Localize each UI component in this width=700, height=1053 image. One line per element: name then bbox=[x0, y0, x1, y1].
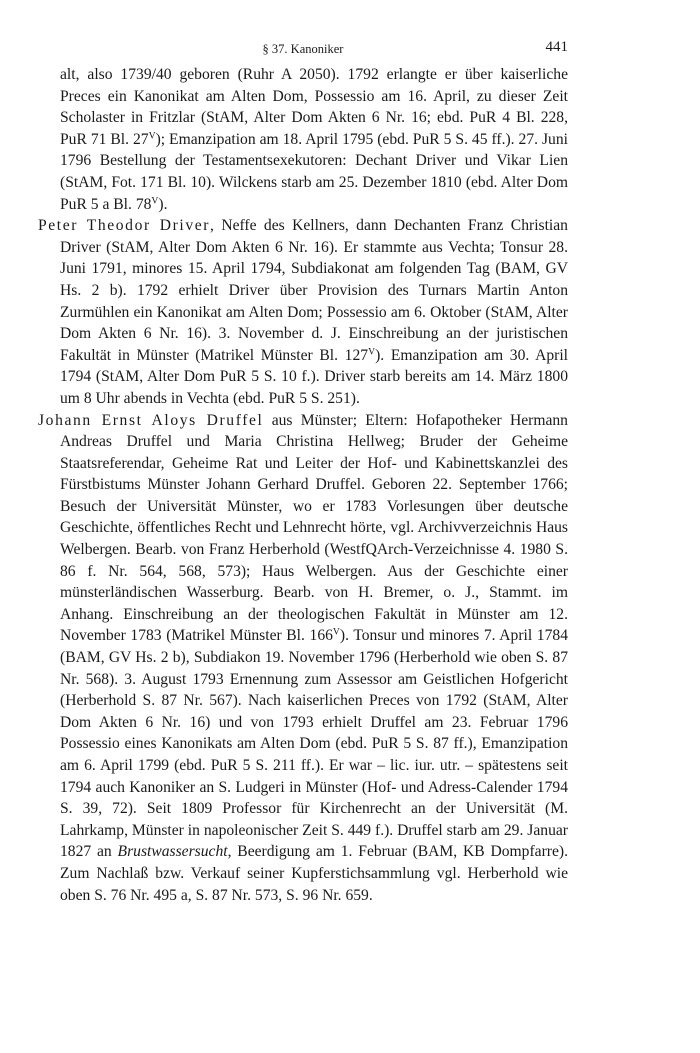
text-segment: , Beerdigung am 1. Februar (BAM, KB Dompfarre). Zum Nachlaß bzw. Verkauf seiner Kupferstichsammlung vgl. Herberhold wie oben S. 76 Nr. 495 a, S. 87 Nr. 573, S. 96 Nr. 659. bbox=[60, 843, 568, 904]
body-text bbox=[38, 64, 568, 906]
text-segment: ). bbox=[158, 195, 168, 213]
entry-paragraph bbox=[38, 215, 568, 409]
quoted-cause-of-death: Brustwassersucht bbox=[117, 843, 228, 861]
folio-verso-superscript: V bbox=[332, 627, 340, 639]
text-segment: aus Münster; Eltern: Hofapotheker Hermann Andreas Druffel und Maria Christina Hellweg; Bruder der Geheime Staatsreferendar, Geheime Rat und Leiter der Hof- und Kabinettskanzlei des Fürstbistums Münster Johann Gerhard Druffel. Geboren 22. September 1766; Besuch der Universität Münster, wo er 1783 Vorlesungen über deutsche Geschichte, öffentliches Recht und Lehnrecht hörte, vgl. Archivverzeichnis Haus Welbergen. Bearb. von Franz Herberhold (WestfQArch-Verzeichnisse 4. 1980 S. 86 f. Nr. 564, 568, 573); Haus Welbergen. Aus der Geschichte einer münsterländischen Wasserburg. Bearb. von H. Bremer, o. J., Stammt. im Anhang. Einschreibung an der theologischen Fakultät in Münster am 12. November 1783 (Matrikel Münster Bl. 166 bbox=[60, 411, 568, 645]
entry-name: Johann Ernst Aloys Druffel bbox=[38, 411, 264, 429]
folio-verso-superscript: V bbox=[151, 195, 159, 207]
folio-verso-superscript: V bbox=[148, 130, 156, 142]
text-segment: ). Tonsur und minores 7. April 1784 (BAM, GV Hs. 2 b), Subdiakon 19. November 1796 (Herberhold wie oben S. 87 Nr. 568). 3. August 1793 Ernennung zum Assessor am Geistlichen Hofgericht (Herberhold S. 87 Nr. 567). Nach kaiserlichen Preces von 1792 (StAM, Alter Dom Akten 6 Nr. 16) und von 1793 erhielt Druffel am 23. Februar 1796 Possessio eines Kanonikats am Alten Dom (ebd. PuR 5 S. 87 ff.), Emanzipation am 6. April 1799 (ebd. PuR 5 S. 211 ff.). Er war – lic. iur. utr. – spätestens seit 1794 auch Kanoniker an S. Ludgeri in Münster (Hof- und Adress-Calender 1794 S. 39, 72). Seit 1809 Professor für Kirchenrecht an der Universität (M. Lahrkamp, Münster in napoleonischer Zeit S. 449 f.). Druffel starb am 29. Januar 1827 an bbox=[60, 627, 568, 861]
entry-continuation-paragraph bbox=[38, 64, 568, 215]
page-number: 441 bbox=[545, 39, 568, 55]
running-head bbox=[38, 38, 568, 64]
text-segment: ). Emanzipation am 30. April 1794 (StAM, Alter Dom PuR 5 S. 10 f.). Driver starb bereits am 14. März 1800 um 8 Uhr abends in Vechta (ebd. PuR 5 S. 251). bbox=[60, 346, 569, 407]
text-segment: alt, also 1739/40 geboren (Ruhr A 2050). 1792 erlangte er über kaiserliche Preces ein Kanonikat am Alten Dom, Possessio am 16. April, zu dieser Zeit Scholaster in Fritzlar (StAM, Alter Dom Akten 6 Nr. 16; ebd. PuR 4 Bl. 228, PuR 71 Bl. 27 bbox=[60, 66, 568, 148]
text-segment: , Neffe des Kellners, dann Dechanten Franz Christian Driver (StAM, Alter Dom Akten 6 Nr. 16). Er stammte aus Vechta; Tonsur 28. Juni 1791, minores 15. April 1794, Subdiakonat am folgenden Tag (BAM, GV Hs. 2 b). 1792 erhielt Driver über Provision des Turnars Martin Anton Zurmühlen ein Kanonikat am Alten Dom; Possessio am 6. Oktober (StAM, Alter Dom Akten 6 Nr. 16). 3. November d. J. Einschreibung an der juristischen Fakultät in Münster (Matrikel Münster Bl. 127 bbox=[60, 217, 568, 364]
entry-name: Peter Theodor Driver bbox=[38, 217, 211, 235]
book-page bbox=[38, 38, 568, 906]
folio-verso-superscript: V bbox=[368, 346, 376, 358]
running-title: § 37. Kanoniker bbox=[262, 42, 344, 56]
entry-paragraph bbox=[38, 410, 568, 907]
text-segment: ); Emanzipation am 18. April 1795 (ebd. PuR 5 S. 45 ff.). 27. Juni 1796 Bestellung der Testamentsexekutoren: Dechant Driver und Vikar Lien (StAM, Fot. 171 Bl. 10). Wilckens starb am 25. Dezember 1810 (ebd. Alter Dom PuR 5 a Bl. 78 bbox=[60, 130, 568, 213]
